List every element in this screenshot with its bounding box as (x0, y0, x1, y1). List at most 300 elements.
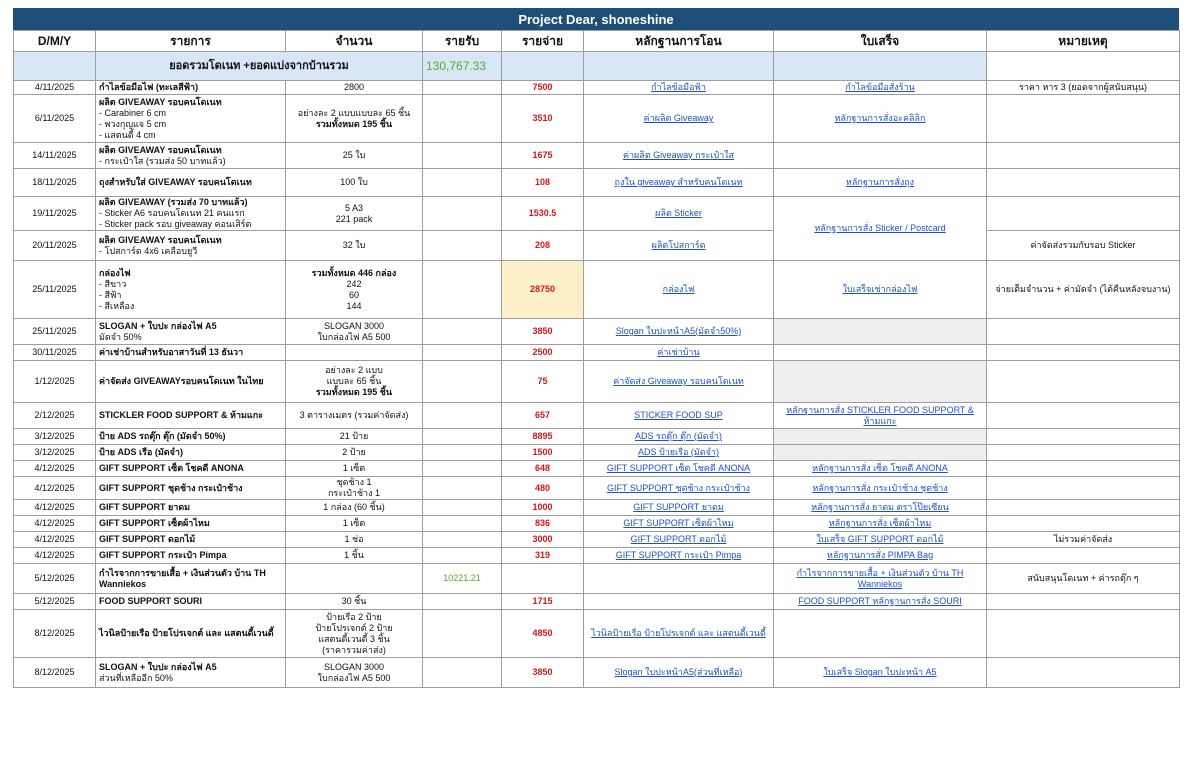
date-cell: 5/12/2025 (14, 564, 96, 594)
proof-link[interactable]: ค่าผลิต Giveaway (643, 113, 714, 123)
note-cell (987, 345, 1180, 361)
receipt-cell (774, 532, 987, 548)
proof-cell (584, 345, 774, 361)
receipt-cell (774, 610, 987, 658)
cell-line: ผลิต GIVEAWAY (รวมส่ง 70 บาทแล้ว) (99, 197, 248, 207)
note-cell: ไม่รวมค่าจัดส่ง (987, 532, 1180, 548)
proof-link[interactable]: GIFT SUPPORT ดอกไม้ (630, 534, 727, 544)
cell-line: SLOGAN 3000 (323, 661, 385, 672)
date-cell: 8/12/2025 (14, 610, 96, 658)
expense-cell: 648 (502, 461, 584, 477)
receipt-link[interactable]: กำไรจากการขายเสื้อ + เงินส่วนตัว บ้าน TH (796, 567, 964, 578)
proof-cell (584, 95, 774, 143)
note-cell (987, 169, 1180, 197)
qty-cell (286, 429, 423, 445)
note-cell (987, 197, 1180, 231)
proof-link[interactable]: ค่าผลิต Giveaway กระเป๋าใส (622, 150, 735, 160)
summary-row (14, 52, 1180, 81)
cell-line: 30 ชิ้น (341, 596, 367, 606)
income-cell (423, 169, 502, 197)
expense-cell: 319 (502, 548, 584, 564)
receipt-cell (774, 361, 987, 403)
qty-cell (286, 261, 423, 319)
qty-cell (286, 500, 423, 516)
proof-link[interactable]: GIFT SUPPORT กระเป๋า Pimpa (615, 550, 742, 560)
cell-line: 2 ป้าย (342, 447, 366, 457)
item-cell (96, 81, 286, 95)
receipt-cell (774, 319, 987, 345)
qty-cell (286, 403, 423, 429)
note-cell (987, 461, 1180, 477)
table-row (14, 500, 1180, 516)
date-cell: 4/12/2025 (14, 532, 96, 548)
cell-line: กระเป๋าช้าง 1 (327, 488, 381, 498)
item-cell (96, 477, 286, 500)
sheet-title: Project Dear, shoneshine (13, 8, 1179, 30)
receipt-cell (774, 95, 987, 143)
income-cell (423, 143, 502, 169)
date-cell: 6/11/2025 (14, 95, 96, 143)
note-cell (987, 95, 1180, 143)
cell-line: - พวงกุญแจ 5 cm (99, 118, 167, 129)
cell-line: 32 ใบ (342, 240, 366, 250)
qty-cell (286, 516, 423, 532)
table-row (14, 261, 1180, 319)
cell-line: Wanniekos (99, 578, 147, 589)
table-row (14, 403, 1180, 429)
income-cell (423, 548, 502, 564)
note-cell (987, 548, 1180, 564)
col-proof: หลักฐานการโอน (584, 31, 774, 52)
receipt-link[interactable]: หลักฐานการสั่งอะคลิลิก (834, 113, 926, 123)
expense-cell: 2500 (502, 345, 584, 361)
proof-link[interactable]: ถุงใน giveaway สำหรับคนโดเนท (614, 177, 743, 187)
qty-cell (286, 610, 423, 658)
proof-link[interactable]: ADS ป้ายเรือ (มัดจำ) (638, 447, 719, 457)
income-cell (423, 95, 502, 143)
receipt-cell (774, 261, 987, 319)
expense-cell: 3000 (502, 532, 584, 548)
proof-cell (584, 81, 774, 95)
cell-line: - Sticker pack รอบ giveaway คอนเสิร์ต (99, 219, 252, 229)
item-cell (96, 594, 286, 610)
receipt-link[interactable]: Wanniekos (857, 578, 903, 589)
proof-cell (584, 403, 774, 429)
table-row (14, 461, 1180, 477)
cell-line: กล่องไฟ (99, 267, 131, 278)
cell-line: ถุงสำหรับใส่ GIVEAWAY รอบคนโดเนท (99, 177, 252, 187)
table-row (14, 345, 1180, 361)
receipt-cell (774, 143, 987, 169)
cell-line: 60 (348, 289, 359, 300)
table-row (14, 548, 1180, 564)
receipt-link[interactable]: ใบเสร็จ Slogan ใบปะหน้า A5 (823, 667, 937, 677)
date-cell: 18/11/2025 (14, 169, 96, 197)
qty-cell (286, 532, 423, 548)
cell-line: 1 กล่อง (60 ชิ้น) (323, 502, 385, 512)
date-cell: 20/11/2025 (14, 231, 96, 261)
income-cell (423, 319, 502, 345)
proof-cell (584, 445, 774, 461)
proof-link[interactable]: ผลิตโปสการ์ด (651, 240, 706, 250)
table-row (14, 532, 1180, 548)
proof-link[interactable]: GIFT SUPPORT เซ็ตผ้าไหม (623, 518, 734, 528)
proof-link[interactable]: ค่าเช่าบ้าน (657, 347, 700, 357)
receipt-cell (774, 477, 987, 500)
income-cell (423, 429, 502, 445)
proof-cell (584, 548, 774, 564)
table-row (14, 564, 1180, 594)
spreadsheet (13, 8, 1179, 688)
expense-cell (502, 564, 584, 594)
qty-cell (286, 461, 423, 477)
expense-cell: 4850 (502, 610, 584, 658)
cell-line: รวมทั้งหมด 195 ชิ้น (315, 387, 393, 397)
receipt-cell (774, 461, 987, 477)
note-cell: ค่าจัดส่งรวมกับรอบ Sticker (987, 231, 1180, 261)
col-qty: จำนวน (286, 31, 423, 52)
expense-cell: 208 (502, 231, 584, 261)
qty-cell (286, 658, 423, 688)
date-cell: 4/12/2025 (14, 477, 96, 500)
qty-cell (286, 81, 423, 95)
qty-cell (286, 548, 423, 564)
proof-link[interactable]: Slogan ใบปะหน้าA5(ส่วนที่เหลือ) (614, 667, 743, 677)
expense-cell: 3850 (502, 658, 584, 688)
cell-line: อย่างละ 2 แบบ (325, 365, 383, 375)
expense-cell: 1675 (502, 143, 584, 169)
note-cell (987, 445, 1180, 461)
cell-line: - โปสการ์ด 4x6 เคลือบยูวี (99, 245, 198, 256)
table-row (14, 169, 1180, 197)
proof-cell (584, 169, 774, 197)
item-cell (96, 261, 286, 319)
expense-cell: 7500 (502, 81, 584, 95)
date-cell: 3/12/2025 (14, 445, 96, 461)
cell-line: ใบกล่องไฟ A5 500 (317, 672, 391, 683)
note-cell (987, 403, 1180, 429)
table-row (14, 658, 1180, 688)
income-cell (423, 461, 502, 477)
cell-line: - Sticker A6 รอบคนโดเนท 21 คนแรก (99, 208, 245, 218)
item-cell (96, 429, 286, 445)
receipt-link[interactable]: ใบเสร็จเช่ากล่องไฟ (842, 284, 918, 294)
income-cell (423, 658, 502, 688)
qty-cell (286, 345, 423, 361)
note-cell (987, 429, 1180, 445)
cell-line: 25 ใบ (342, 150, 366, 160)
proof-link[interactable]: กล่องไฟ (662, 284, 695, 294)
cell-line: อย่างละ 2 แบบแบบละ 65 ชิ้น (297, 107, 411, 118)
receipt-link[interactable]: ห้ามแกะ (863, 415, 897, 426)
qty-cell (286, 143, 423, 169)
proof-link[interactable]: Slogan ใบปะหน้าA5(มัดจำ50%) (615, 326, 742, 336)
qty-cell (286, 95, 423, 143)
cell-line: - สีขาว (99, 278, 127, 289)
proof-link[interactable]: ไวนิลป้ายเรือ ป้ายโปรเจกต์ และ แสตนดี้เวนดี้ (591, 628, 766, 638)
cell-line: 100 ใบ (340, 177, 368, 187)
expense-cell: 480 (502, 477, 584, 500)
expense-cell: 657 (502, 403, 584, 429)
item-cell (96, 231, 286, 261)
cell-line: ค่าเช่าบ้านสำหรับอาสาวันที่ 13 ธันวา (99, 347, 244, 357)
qty-cell (286, 594, 423, 610)
date-cell: 25/11/2025 (14, 261, 96, 319)
cell-line: รวมทั้งหมด 195 ชิ้น (315, 118, 393, 129)
cell-line: ผลิต GIVEAWAY รอบคนโดเนท (99, 96, 222, 107)
income-cell (423, 231, 502, 261)
col-date: D/M/Y (14, 31, 96, 52)
income-cell (423, 197, 502, 231)
date-cell: 4/11/2025 (14, 81, 96, 95)
proof-link[interactable]: GIFT SUPPORT เซ็ต โชคดี ANONA (606, 463, 751, 473)
table-row (14, 81, 1180, 95)
col-income: รายรับ (423, 31, 502, 52)
expense-cell: 1530.5 (502, 197, 584, 231)
income-cell (423, 532, 502, 548)
receipt-cell (774, 658, 987, 688)
col-receipt: ใบเสร็จ (774, 31, 987, 52)
note-cell (987, 594, 1180, 610)
proof-cell (584, 564, 774, 594)
proof-cell (584, 532, 774, 548)
receipt-cell (774, 429, 987, 445)
expense-cell: 1500 (502, 445, 584, 461)
receipt-link[interactable]: หลักฐานการสั่ง กระเป๋าช้าง ชุดช้าง (812, 482, 948, 493)
proof-cell (584, 261, 774, 319)
cell-line: 1 เซ็ต (342, 463, 366, 473)
cell-line: ป้ายโปรเจกต์ 2 ป้าย (315, 622, 393, 633)
item-cell (96, 500, 286, 516)
note-cell: ราคา หาร 3 (ยอดจากผู้สนับสนุน) (987, 81, 1180, 95)
receipt-link[interactable]: หลักฐานการสั่งถุง (845, 177, 915, 187)
table-row (14, 429, 1180, 445)
date-cell: 4/12/2025 (14, 500, 96, 516)
note-cell (987, 361, 1180, 403)
cell-line: GIFT SUPPORT เซ็ต โชคดี ANONA (99, 463, 244, 473)
cell-line: 242 (346, 278, 362, 289)
date-cell: 5/12/2025 (14, 594, 96, 610)
expense-cell: 1000 (502, 500, 584, 516)
cell-line: - สีฟ้า (99, 289, 122, 300)
date-cell: 8/12/2025 (14, 658, 96, 688)
cell-line: 1 ชิ้น (344, 550, 364, 560)
cell-line: ผลิต GIVEAWAY รอบคนโดเนท (99, 234, 222, 245)
item-cell (96, 95, 286, 143)
qty-cell (286, 477, 423, 500)
expense-cell: 836 (502, 516, 584, 532)
item-cell (96, 197, 286, 231)
cell-line: GIFT SUPPORT เซ็ตผ้าไหม (99, 518, 210, 528)
expense-cell: 75 (502, 361, 584, 403)
cell-line: ค่าจัดส่ง GIVEAWAYรอบคนโดเนท ในไทย (99, 376, 264, 386)
proof-cell (584, 197, 774, 231)
income-cell (423, 477, 502, 500)
receipt-cell (774, 445, 987, 461)
cell-line: ชุดช้าง 1 (336, 477, 372, 487)
item-cell (96, 403, 286, 429)
cell-line: กำไลข้อมือไฟ (ทะเลสีฟ้า) (99, 82, 199, 92)
qty-cell (286, 169, 423, 197)
table-row (14, 231, 1180, 261)
proof-cell (584, 610, 774, 658)
cell-line: 1 เซ็ต (342, 518, 366, 528)
note-cell (987, 477, 1180, 500)
table-row (14, 516, 1180, 532)
col-item: รายการ (96, 31, 286, 52)
income-cell (423, 594, 502, 610)
receipt-link[interactable]: หลักฐานการสั่ง STICKLER FOOD SUPPORT & (786, 404, 974, 415)
cell-line: รวมทั้งหมด 446 กล่อง (311, 267, 397, 278)
receipt-cell (774, 403, 987, 429)
receipt-link[interactable]: หลักฐานการสั่ง ยาดม ตราโป๊ยเซียน (811, 502, 949, 512)
proof-cell (584, 231, 774, 261)
table-row (14, 361, 1180, 403)
cell-line: FOOD SUPPORT SOURI (99, 596, 203, 606)
note-cell: จ่ายเต็มจำนวน + ค่ามัดจำ (ได้คืนหลังจบงาน) (987, 261, 1180, 319)
proof-cell (584, 594, 774, 610)
income-cell (423, 261, 502, 319)
proof-link[interactable]: GIFT SUPPORT ยาดม (633, 502, 724, 512)
income-cell (423, 610, 502, 658)
cell-line: - สีเหลือง (99, 300, 135, 311)
qty-cell (286, 361, 423, 403)
proof-link[interactable]: ผลิต Sticker (655, 208, 702, 218)
cell-line: มัดจำ 50% (99, 331, 142, 342)
note-cell: สนับสนุนโดเนท + ค่ารถตุ๊ก ๆ (987, 564, 1180, 594)
table-row (14, 445, 1180, 461)
qty-cell (286, 319, 423, 345)
item-cell (96, 319, 286, 345)
table-row (14, 143, 1180, 169)
receipt-link[interactable]: หลักฐานการสั่ง เซ็ต โชคดี ANONA (812, 463, 948, 473)
cell-line: SLOGAN + ใบปะ กล่องไฟ A5 (99, 320, 217, 331)
cell-line: ป้ายเรือ 2 ป้าย (326, 611, 382, 622)
item-cell (96, 658, 286, 688)
receipt-cell (774, 548, 987, 564)
cell-line: แบบละ 65 ชิ้น (326, 376, 382, 386)
expense-cell: 108 (502, 169, 584, 197)
cell-line: กำไรจากการขายเสื้อ + เงินส่วนตัว บ้าน TH (99, 567, 266, 578)
cell-line: SLOGAN + ใบปะ กล่องไฟ A5 (99, 661, 217, 672)
cell-line: 221 pack (335, 213, 373, 224)
receipt-cell (774, 594, 987, 610)
cell-line: STICKLER FOOD SUPPORT & ห้ามแกะ (99, 410, 264, 420)
receipt-link[interactable]: ใบเสร็จ GIFT SUPPORT ดอกไม้ (816, 534, 944, 544)
expense-cell: 1715 (502, 594, 584, 610)
cell-line: GIFT SUPPORT ยาดม (99, 502, 191, 512)
qty-cell (286, 231, 423, 261)
proof-link[interactable]: กำไลข้อมือฟ้า (651, 82, 706, 92)
date-cell: 14/11/2025 (14, 143, 96, 169)
receipt-link[interactable]: หลักฐานการสั่ง PIMPA Bag (826, 550, 934, 560)
receipt-link[interactable]: หลักฐานการสั่ง เซ็ตผ้าไหม (828, 518, 932, 528)
receipt-link[interactable]: กำไลข้อมือสั่งร้าน (845, 82, 915, 92)
cell-line: ป้าย ADS เรือ (มัดจำ) (99, 447, 183, 457)
cell-line: - แสตนดี้ 4 cm (99, 129, 156, 140)
date-cell: 4/12/2025 (14, 516, 96, 532)
proof-cell (584, 500, 774, 516)
cell-line: GIFT SUPPORT ชุดช้าง กระเป๋าช้าง (99, 482, 243, 493)
item-cell (96, 516, 286, 532)
proof-link[interactable]: ADS รถตุ๊ก ตุ๊ก (มัดจำ) (635, 431, 722, 441)
note-cell (987, 658, 1180, 688)
proof-link[interactable]: GIFT SUPPORT ชุดช้าง กระเป๋าช้าง (606, 482, 751, 493)
cell-line: ไวนิลป้ายเรือ ป้ายโปรเจกต์ และ แสตนดี้เวนดี้ (99, 628, 274, 638)
receipt-cell (774, 516, 987, 532)
date-cell: 4/12/2025 (14, 548, 96, 564)
table-row (14, 319, 1180, 345)
proof-cell (584, 658, 774, 688)
note-cell (987, 516, 1180, 532)
col-expense: รายจ่าย (502, 31, 584, 52)
receipt-link[interactable]: หลักฐานการสั่ง Sticker / Postcard (814, 223, 946, 233)
table-row (14, 594, 1180, 610)
cell-line: 1 ช่อ (344, 534, 364, 544)
cell-line: 3 ตารางเมตร (รวมค่าจัดส่ง) (299, 410, 409, 420)
proof-link[interactable]: ค่าจัดส่ง Giveaway รอบคนโดเนท (613, 376, 744, 386)
cell-line: - กระเป๋าใส (รวมส่ง 50 บาทแล้ว) (99, 155, 226, 166)
cell-line: 21 ป้าย (339, 431, 369, 441)
income-cell (423, 81, 502, 95)
item-cell (96, 143, 286, 169)
proof-cell (584, 361, 774, 403)
cell-line: 2800 (343, 82, 365, 92)
date-cell: 30/11/2025 (14, 345, 96, 361)
cell-line: SLOGAN 3000 (323, 320, 385, 331)
proof-cell (584, 143, 774, 169)
cell-line: 144 (346, 300, 362, 311)
cell-line: ส่วนที่เหลืออีก 50% (99, 672, 173, 683)
item-cell (96, 345, 286, 361)
table-row (14, 197, 1180, 231)
proof-cell (584, 429, 774, 445)
cell-line: ผลิต GIVEAWAY รอบคนโดเนท (99, 144, 222, 155)
col-note: หมายเหตุ (987, 31, 1180, 52)
item-cell (96, 610, 286, 658)
proof-link[interactable]: STICKER FOOD SUP (634, 410, 723, 420)
income-cell (423, 516, 502, 532)
table-row (14, 610, 1180, 658)
cell-line: GIFT SUPPORT กระเป๋า Pimpa (99, 550, 227, 560)
date-cell: 19/11/2025 (14, 197, 96, 231)
date-cell: 25/11/2025 (14, 319, 96, 345)
cell-line: - Carabiner 6 cm (99, 107, 167, 118)
receipt-link[interactable]: FOOD SUPPORT หลักฐานการสั่ง SOURI (798, 596, 962, 606)
income-cell (423, 500, 502, 516)
cell-line: GIFT SUPPORT ดอกไม้ (99, 534, 196, 544)
income-cell (423, 445, 502, 461)
summary-label: ยอดรวมโดเนท +ยอดแบ่งจากบ้านรวม (96, 52, 423, 81)
ledger-table (13, 30, 1180, 688)
date-cell: 1/12/2025 (14, 361, 96, 403)
qty-cell (286, 197, 423, 231)
income-cell (423, 403, 502, 429)
item-cell (96, 461, 286, 477)
note-cell (987, 143, 1180, 169)
proof-cell (584, 516, 774, 532)
note-cell (987, 500, 1180, 516)
item-cell (96, 548, 286, 564)
receipt-cell (774, 197, 987, 261)
qty-cell (286, 445, 423, 461)
cell-line: (ราคารวมค่าส่ง) (322, 644, 386, 655)
cell-line: ป้าย ADS รถตุ๊ก ตุ๊ก (มัดจำ 50%) (99, 431, 226, 441)
expense-cell: 3850 (502, 319, 584, 345)
qty-cell (286, 564, 423, 594)
expense-cell: 8895 (502, 429, 584, 445)
item-cell (96, 169, 286, 197)
